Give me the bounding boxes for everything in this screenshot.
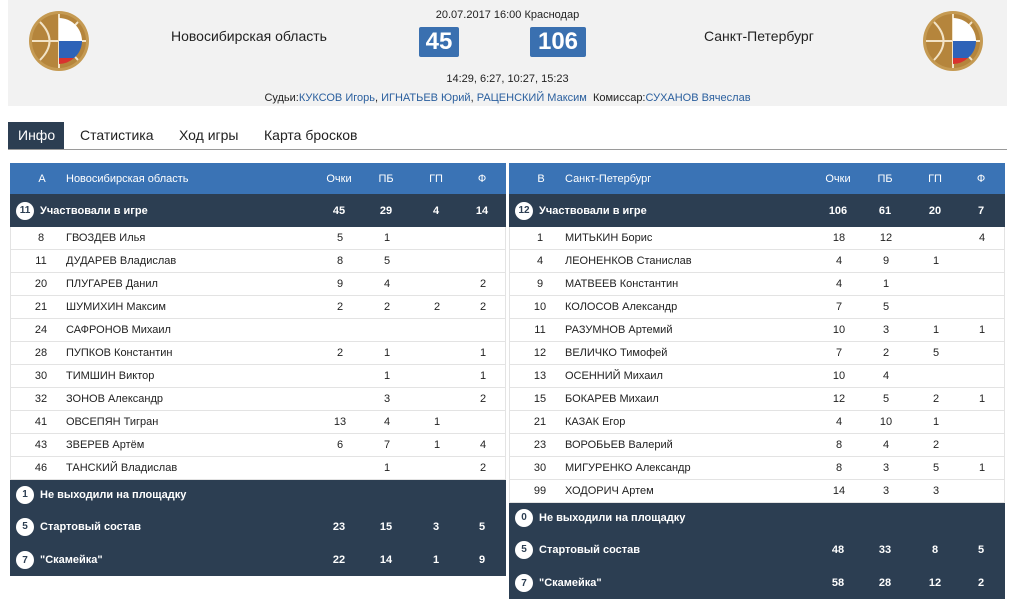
player-rebounds — [367, 319, 407, 341]
starters-rebounds: 15 — [379, 520, 393, 533]
team-table-away — [509, 163, 1005, 599]
bench-label: "Скамейка" — [40, 554, 103, 566]
referee-link[interactable]: КУКСОВ Игорь — [298, 92, 375, 104]
player-rebounds: 3 — [882, 324, 890, 336]
player-points: 8 — [336, 255, 344, 267]
count-badge: 7 — [515, 574, 533, 592]
count-badge-cell — [515, 567, 533, 599]
column-header-rebounds[interactable]: ПБ — [877, 172, 893, 185]
count-badge-cell — [515, 532, 533, 567]
player-points: 7 — [835, 301, 843, 313]
table-header — [509, 163, 1005, 194]
player-number: 10 — [533, 301, 547, 313]
player-assists — [916, 296, 956, 318]
played-label: Участвовали в игре — [539, 204, 647, 217]
player-name[interactable]: ГВОЗДЕВ Илья — [66, 232, 146, 244]
player-name[interactable]: МИТЬКИН Борис — [565, 232, 653, 244]
player-points: 4 — [835, 278, 843, 290]
tab-game-flow[interactable]: Ход игры — [179, 127, 239, 143]
player-fouls — [463, 250, 503, 272]
player-number: 43 — [34, 439, 48, 451]
player-points: 10 — [832, 324, 846, 336]
player-assists: 5 — [932, 462, 940, 474]
table-team-name[interactable]: Санкт-Петербург — [565, 172, 652, 185]
table-row[interactable] — [509, 411, 1005, 434]
player-number: 11 — [35, 255, 47, 267]
starters-assists: 3 — [432, 520, 440, 533]
player-fouls: 1 — [978, 393, 986, 405]
player-points — [320, 365, 360, 387]
bench-fouls: 9 — [478, 554, 486, 566]
player-fouls — [962, 411, 1002, 433]
player-fouls: 4 — [978, 232, 986, 244]
table-header — [10, 163, 506, 194]
player-points — [320, 319, 360, 341]
commissioner-link[interactable]: СУХАНОВ Вячеслав — [645, 92, 751, 104]
player-assists — [417, 365, 457, 387]
player-assists — [417, 273, 457, 295]
player-name[interactable]: САФРОНОВ Михаил — [66, 324, 171, 336]
count-badge-cell — [16, 544, 34, 576]
player-name[interactable]: ТИМШИН Виктор — [66, 370, 155, 382]
officials-line: Судьи:КУКСОВ Игорь, ИГНАТЬЕВ Юрий, РАЦЕНСКИЙ Максим Комиссар:СУХАНОВ Вячеслав — [264, 92, 751, 104]
player-fouls: 1 — [978, 462, 986, 474]
player-name[interactable]: МАТВЕЕВ Константин — [565, 278, 679, 290]
player-assists: 1 — [433, 416, 441, 428]
player-assists — [916, 365, 956, 387]
table-row[interactable] — [509, 365, 1005, 388]
player-name[interactable]: ТАНСКИЙ Владислав — [66, 462, 178, 474]
player-assists: 1 — [433, 439, 441, 451]
quarter-times: 14:29, 6:27, 10:27, 15:23 — [446, 73, 569, 85]
count-badge: 1 — [16, 486, 34, 504]
player-assists: 5 — [932, 347, 940, 359]
player-rebounds: 2 — [882, 347, 890, 359]
commissioner-label: Комиссар: — [592, 92, 646, 104]
player-points: 7 — [835, 347, 843, 359]
played-rebounds: 29 — [379, 204, 393, 217]
played-assists: 20 — [928, 204, 942, 217]
table-row[interactable] — [509, 319, 1005, 342]
bench-rebounds: 28 — [878, 577, 892, 589]
starters-rebounds: 33 — [878, 543, 892, 556]
player-fouls — [962, 480, 1002, 502]
count-badge: 7 — [16, 551, 34, 569]
bench-points: 22 — [332, 554, 346, 566]
player-assists: 1 — [932, 324, 940, 336]
starters-points: 23 — [332, 520, 346, 533]
player-rebounds: 4 — [882, 439, 890, 451]
starters-fouls: 5 — [478, 520, 486, 533]
count-badge: 5 — [515, 541, 533, 559]
player-name[interactable]: ЗВЕРЕВ Артём — [66, 439, 145, 451]
bench-assists: 1 — [432, 554, 440, 566]
player-points: 14 — [832, 485, 846, 497]
not-played-row — [509, 503, 1005, 532]
player-assists: 2 — [433, 301, 441, 313]
player-fouls — [962, 434, 1002, 456]
bench-row — [509, 567, 1005, 599]
player-rebounds: 12 — [879, 232, 893, 244]
team-letter: B — [537, 172, 545, 185]
player-rebounds: 1 — [383, 347, 391, 359]
count-badge: 11 — [16, 202, 34, 220]
count-badge-cell — [515, 194, 533, 227]
played-points: 45 — [332, 204, 346, 217]
table-row[interactable] — [10, 319, 506, 342]
column-header-fouls[interactable]: Ф — [477, 172, 487, 185]
player-assists — [916, 273, 956, 295]
player-name[interactable]: БОКАРЕВ Михаил — [565, 393, 659, 405]
referee-link[interactable]: ИГНАТЬЕВ Юрий — [381, 92, 471, 104]
bench-points: 58 — [831, 577, 845, 589]
table-row[interactable] — [10, 227, 506, 250]
column-header-assists[interactable]: ГП — [429, 172, 443, 185]
player-number: 99 — [533, 485, 547, 497]
table-row[interactable] — [509, 342, 1005, 365]
player-points: 8 — [835, 462, 843, 474]
player-name[interactable]: ОВСЕПЯН Тигран — [66, 416, 159, 428]
table-row[interactable] — [509, 457, 1005, 480]
player-number: 15 — [533, 393, 547, 405]
player-name[interactable]: КОЛОСОВ Александр — [565, 301, 678, 313]
player-points: 10 — [832, 370, 846, 382]
player-number: 1 — [536, 232, 544, 244]
bench-row — [10, 544, 506, 576]
player-number: 21 — [34, 301, 48, 313]
player-points: 4 — [835, 416, 843, 428]
home-score: 45 — [419, 27, 459, 57]
team-letter: A — [38, 172, 46, 185]
tab-bar — [8, 122, 1007, 150]
player-name[interactable]: РАЗУМНОВ Артемий — [565, 324, 673, 336]
player-rebounds: 4 — [383, 416, 391, 428]
player-name[interactable]: ПУПКОВ Константин — [66, 347, 173, 359]
player-points: 5 — [336, 232, 344, 244]
player-fouls — [962, 273, 1002, 295]
played-assists: 4 — [432, 204, 440, 217]
count-badge: 0 — [515, 509, 533, 527]
player-points: 12 — [832, 393, 846, 405]
player-name[interactable]: ВЕЛИЧКО Тимофей — [565, 347, 668, 359]
player-fouls: 2 — [479, 278, 487, 290]
player-number: 4 — [536, 255, 544, 267]
bench-fouls: 2 — [977, 577, 985, 589]
player-assists — [916, 227, 956, 249]
column-header-assists[interactable]: ГП — [928, 172, 942, 185]
player-assists — [417, 319, 457, 341]
starters-fouls: 5 — [977, 543, 985, 556]
player-points: 9 — [336, 278, 344, 290]
player-number: 8 — [37, 232, 45, 244]
count-badge-cell — [16, 509, 34, 544]
not-played-row — [10, 480, 506, 509]
starters-assists: 8 — [931, 543, 939, 556]
player-assists — [417, 342, 457, 364]
not-played-label: Не выходили на площадку — [539, 511, 686, 524]
table-row[interactable] — [10, 296, 506, 319]
player-fouls: 1 — [479, 347, 487, 359]
player-rebounds: 9 — [882, 255, 890, 267]
date-location: 20.07.2017 16:00 Краснодар — [435, 9, 580, 21]
player-fouls: 2 — [479, 393, 487, 405]
away-team-name[interactable]: Санкт-Петербург — [704, 28, 814, 44]
player-rebounds: 5 — [882, 301, 890, 313]
player-number: 46 — [34, 462, 48, 474]
table-row[interactable] — [10, 457, 506, 480]
player-rebounds: 10 — [879, 416, 893, 428]
referees-label: Судьи: — [264, 92, 299, 104]
player-rebounds: 4 — [882, 370, 890, 382]
player-number: 11 — [534, 324, 546, 336]
player-points: 2 — [336, 347, 344, 359]
player-number: 41 — [34, 416, 48, 428]
tab-info[interactable]: Инфо — [8, 122, 64, 149]
starters-points: 48 — [831, 543, 845, 556]
count-badge-cell — [16, 480, 34, 509]
player-rebounds: 3 — [882, 462, 890, 474]
player-rebounds: 1 — [882, 278, 890, 290]
player-assists: 3 — [932, 485, 940, 497]
player-points — [320, 388, 360, 410]
team-table-home — [10, 163, 506, 576]
player-number: 30 — [34, 370, 48, 382]
player-points: 13 — [333, 416, 347, 428]
player-name[interactable]: ДУДАРЕВ Владислав — [66, 255, 177, 267]
player-number: 24 — [34, 324, 48, 336]
player-name[interactable]: МИГУРЕНКО Александр — [565, 462, 691, 474]
player-assists — [417, 250, 457, 272]
count-badge: 12 — [515, 202, 533, 220]
player-rebounds: 1 — [383, 462, 391, 474]
player-rebounds: 7 — [383, 439, 391, 451]
player-points: 4 — [835, 255, 843, 267]
player-name[interactable]: ШУМИХИН Максим — [66, 301, 166, 313]
player-name[interactable]: ПЛУГАРЕВ Данил — [66, 278, 158, 290]
played-label: Участвовали в игре — [40, 204, 148, 217]
player-rebounds: 4 — [383, 278, 391, 290]
player-rebounds: 5 — [882, 393, 890, 405]
player-fouls — [962, 296, 1002, 318]
home-team-name[interactable]: Новосибирская область — [171, 28, 327, 44]
player-assists — [417, 388, 457, 410]
table-row[interactable] — [10, 250, 506, 273]
player-fouls — [962, 365, 1002, 387]
table-row[interactable] — [509, 388, 1005, 411]
table-row[interactable] — [509, 296, 1005, 319]
player-number: 32 — [34, 393, 48, 405]
player-rebounds: 3 — [882, 485, 890, 497]
count-badge: 5 — [16, 518, 34, 536]
player-points: 2 — [336, 301, 344, 313]
bench-assists: 12 — [928, 577, 942, 589]
player-rebounds: 3 — [383, 393, 391, 405]
column-header-fouls[interactable]: Ф — [976, 172, 986, 185]
player-assists — [417, 227, 457, 249]
bench-label: "Скамейка" — [539, 577, 602, 589]
played-summary-row — [10, 194, 506, 227]
player-number: 28 — [34, 347, 48, 359]
starters-row — [509, 532, 1005, 567]
played-rebounds: 61 — [878, 204, 892, 217]
player-assists: 2 — [932, 393, 940, 405]
player-fouls: 2 — [479, 301, 487, 313]
player-fouls — [463, 227, 503, 249]
starters-label: Стартовый состав — [539, 543, 641, 556]
starters-label: Стартовый состав — [40, 520, 142, 533]
player-rebounds: 1 — [383, 232, 391, 244]
player-name[interactable]: ЗОНОВ Александр — [66, 393, 164, 405]
player-fouls — [463, 319, 503, 341]
table-row[interactable] — [509, 250, 1005, 273]
player-number: 20 — [34, 278, 48, 290]
table-row[interactable] — [10, 342, 506, 365]
away-team-logo-icon — [922, 10, 984, 72]
player-assists: 2 — [932, 439, 940, 451]
player-fouls: 2 — [479, 462, 487, 474]
player-number: 23 — [533, 439, 547, 451]
played-points: 106 — [828, 204, 848, 217]
player-fouls: 1 — [978, 324, 986, 336]
player-points — [320, 457, 360, 479]
column-header-points[interactable]: Очки — [326, 172, 352, 185]
played-fouls: 14 — [475, 204, 489, 217]
player-rebounds: 1 — [383, 370, 391, 382]
table-row[interactable] — [509, 273, 1005, 296]
table-row[interactable] — [10, 388, 506, 411]
referee-link[interactable]: РАЦЕНСКИЙ Максим — [476, 92, 587, 104]
player-name[interactable]: ОСЕННИЙ Михаил — [565, 370, 663, 382]
tab-statistics[interactable]: Статистика — [80, 127, 154, 143]
player-assists — [417, 457, 457, 479]
away-score: 106 — [530, 27, 586, 57]
player-fouls: 4 — [479, 439, 487, 451]
player-name[interactable]: ХОДОРИЧ Артем — [565, 485, 654, 497]
player-fouls — [463, 411, 503, 433]
player-number: 9 — [536, 278, 544, 290]
tab-shot-chart[interactable]: Карта бросков — [264, 127, 358, 143]
player-number: 12 — [533, 347, 547, 359]
player-number: 21 — [533, 416, 547, 428]
match-header — [8, 0, 1007, 106]
player-number: 13 — [533, 370, 547, 382]
bench-rebounds: 14 — [379, 554, 393, 566]
table-team-name[interactable]: Новосибирская область — [66, 172, 189, 185]
player-points: 18 — [832, 232, 846, 244]
player-rebounds: 5 — [383, 255, 391, 267]
player-name[interactable]: КАЗАК Егор — [565, 416, 626, 428]
column-header-points[interactable]: Очки — [825, 172, 851, 185]
player-points: 8 — [835, 439, 843, 451]
table-row[interactable] — [10, 365, 506, 388]
player-number: 30 — [533, 462, 547, 474]
player-assists: 1 — [932, 416, 940, 428]
player-name[interactable]: ВОРОБЬЕВ Валерий — [565, 439, 673, 451]
starters-row — [10, 509, 506, 544]
player-rebounds: 2 — [383, 301, 391, 313]
not-played-label: Не выходили на площадку — [40, 488, 187, 501]
player-name[interactable]: ЛЕОНЕНКОВ Станислав — [565, 255, 692, 267]
table-row[interactable] — [509, 480, 1005, 503]
player-points: 6 — [336, 439, 344, 451]
played-summary-row — [509, 194, 1005, 227]
played-fouls: 7 — [977, 204, 985, 217]
table-row[interactable] — [509, 227, 1005, 250]
count-badge-cell — [515, 503, 533, 532]
player-fouls: 1 — [479, 370, 487, 382]
table-row[interactable] — [10, 273, 506, 296]
table-row[interactable] — [509, 434, 1005, 457]
player-fouls — [962, 342, 1002, 364]
count-badge-cell — [16, 194, 34, 227]
table-row[interactable] — [10, 434, 506, 457]
player-fouls — [962, 250, 1002, 272]
column-header-rebounds[interactable]: ПБ — [378, 172, 394, 185]
player-assists: 1 — [932, 255, 940, 267]
table-row[interactable] — [10, 411, 506, 434]
